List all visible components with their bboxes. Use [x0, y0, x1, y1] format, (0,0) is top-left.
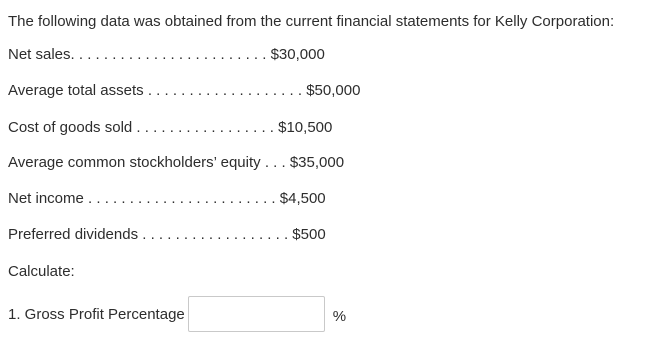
question-gross-profit-percentage	[8, 296, 346, 332]
dot-leader: . . . . . . . . . . . . . . . . .	[136, 119, 274, 136]
dot-leader: . . . . . . . . . . . . . . . . . . . . . . . .	[70, 46, 267, 63]
row-value: $4,500	[279, 190, 326, 207]
dot-leader: . . . . . . . . . . . . . . . . . . .	[147, 82, 303, 99]
percent-unit: %	[332, 307, 347, 325]
data-row-net-sales	[8, 45, 325, 65]
calculate-heading: Calculate:	[8, 263, 75, 280]
row-value: $10,500	[278, 119, 333, 136]
row-label: Average common stockholders’ equity	[8, 154, 261, 171]
dot-leader: . . . . . . . . . . . . . . . . . .	[142, 226, 289, 243]
gross-profit-percentage-input[interactable]	[188, 296, 325, 332]
row-value: $500	[292, 226, 326, 243]
row-label: Average total assets	[8, 82, 144, 99]
question-label: 1. Gross Profit Percentage	[8, 305, 185, 323]
row-label: Net sales	[8, 46, 71, 63]
data-row-net-income	[8, 189, 326, 209]
data-row-average-total-assets	[8, 81, 360, 101]
row-value: $30,000	[270, 46, 325, 63]
dot-leader: . . .	[264, 154, 286, 171]
problem-statement: The following data was obtained from the current financial statements for Kelly Corporation:	[8, 13, 615, 30]
dot-leader: . . . . . . . . . . . . . . . . . . . . . . .	[88, 190, 276, 207]
data-row-average-common-stockholders-equity	[8, 153, 344, 173]
row-label: Preferred dividends	[8, 226, 139, 243]
row-label: Cost of goods sold	[8, 119, 133, 136]
row-value: $35,000	[289, 154, 345, 171]
row-value: $50,000	[306, 82, 361, 99]
data-row-preferred-dividends	[8, 225, 326, 245]
row-label: Net income	[8, 190, 84, 207]
data-row-cost-of-goods-sold	[8, 118, 332, 138]
